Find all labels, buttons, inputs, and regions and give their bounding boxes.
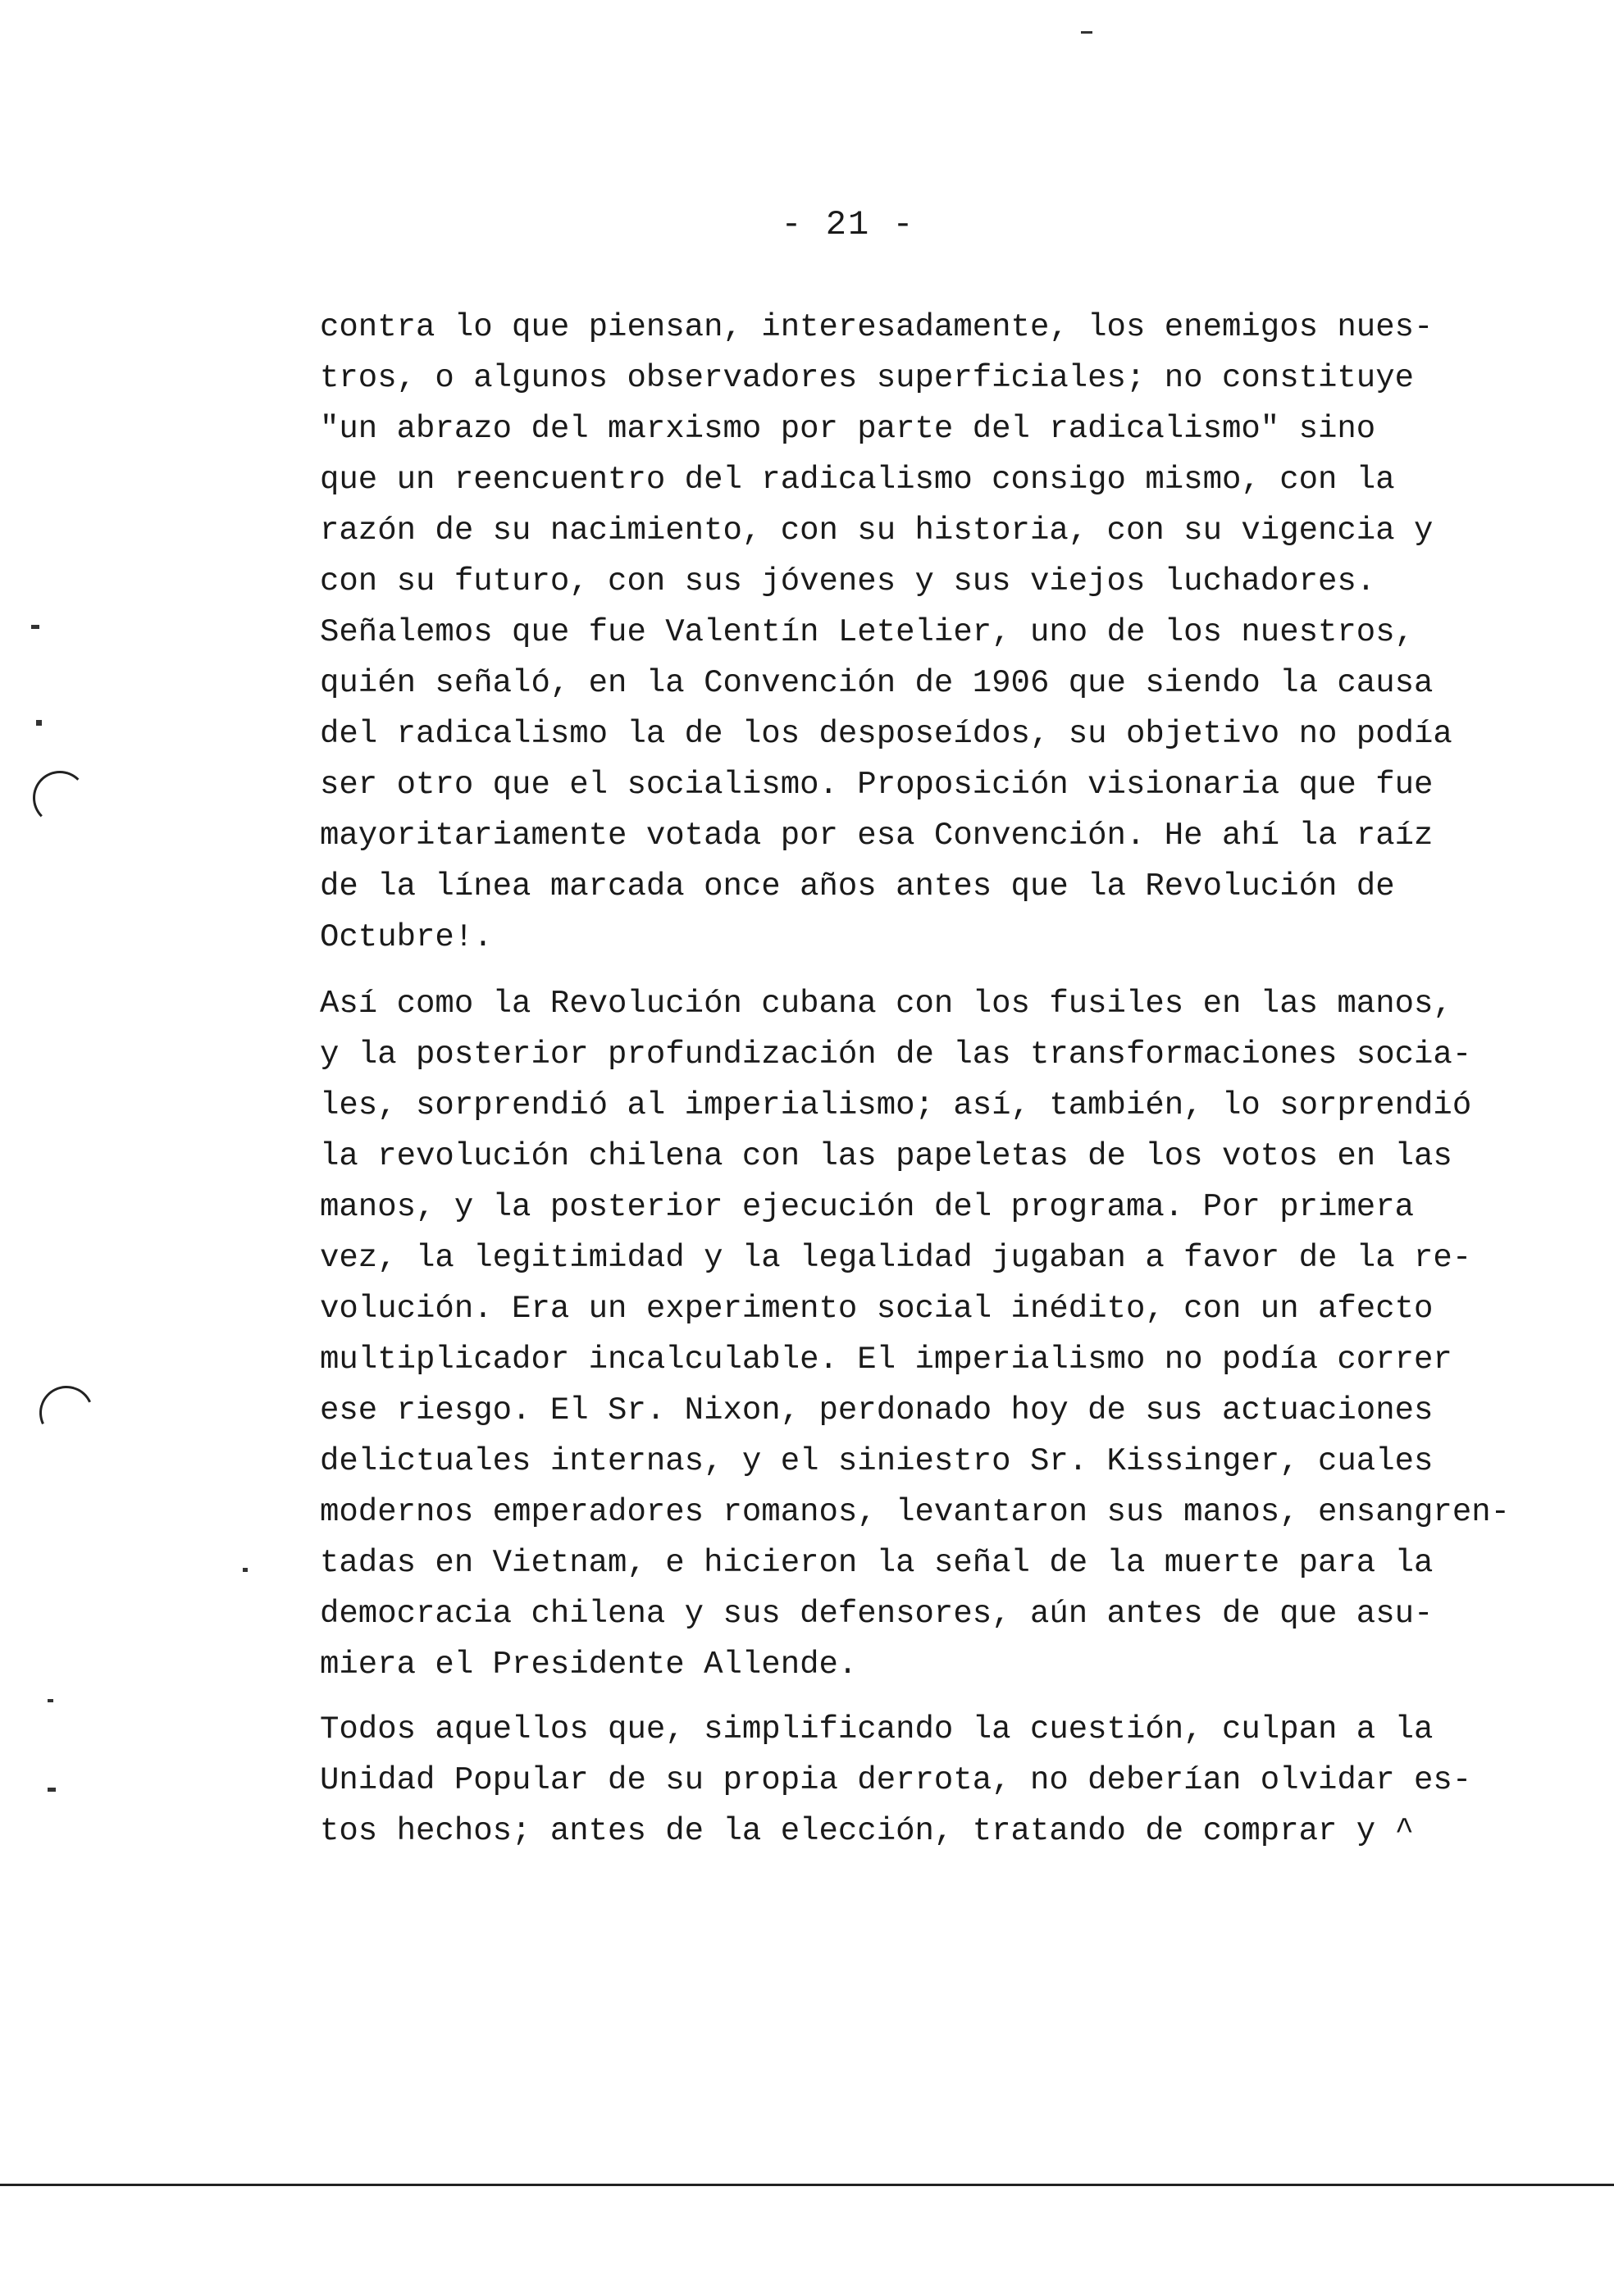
- text-line: manos, y la posterior ejecución del programa. Por primera: [320, 1189, 1415, 1225]
- scan-speck: [48, 1788, 56, 1792]
- text-line: tadas en Vietnam, e hicieron la señal de la muerte para la: [320, 1545, 1434, 1581]
- text-line: ser otro que el socialismo. Proposición visionaria que fue: [320, 767, 1434, 803]
- text-line: modernos emperadores romanos, levantaron sus manos, ensangren-: [320, 1494, 1511, 1530]
- text-line: tos hechos; antes de la elección, tratando de comprar y ^: [320, 1813, 1415, 1849]
- text-line: Octubre!.: [320, 919, 493, 955]
- text-line: y la posterior profundización de las transformaciones socia-: [320, 1036, 1472, 1073]
- text-line: Así como la Revolución cubana con los fusiles en las manos,: [320, 986, 1452, 1022]
- text-line: multiplicador incalculable. El imperialismo no podía correr: [320, 1342, 1452, 1378]
- text-line: Señalemos que fue Valentín Letelier, uno de los nuestros,: [320, 614, 1415, 650]
- scan-speck: [31, 625, 39, 629]
- scan-speck: [243, 1568, 248, 1572]
- text-line: Todos aquellos que, simplificando la cuestión, culpan a la: [320, 1711, 1434, 1747]
- text-line: que un reencuentro del radicalismo consigo mismo, con la: [320, 462, 1395, 498]
- text-line: les, sorprendió al imperialismo; así, también, lo sorprendió: [320, 1087, 1472, 1123]
- text-line: tros, o algunos observadores superficiales; no constituye: [320, 360, 1415, 396]
- scan-speck: [36, 720, 42, 726]
- paragraph-1: [320, 302, 1534, 963]
- text-line: volución. Era un experimento social inédito, con un afecto: [320, 1291, 1434, 1327]
- binder-hole-mark: [33, 771, 87, 825]
- text-line: mayoritariamente votada por esa Convención. He ahí la raíz: [320, 818, 1434, 854]
- text-line: delictuales internas, y el siniestro Sr. Kissinger, cuales: [320, 1443, 1434, 1479]
- text-line: miera el Presidente Allende.: [320, 1647, 858, 1683]
- text-line: Unidad Popular de su propia derrota, no deberían olvidar es-: [320, 1762, 1472, 1798]
- text-line: "un abrazo del marxismo por parte del radicalismo" sino: [320, 411, 1376, 447]
- text-line: quién señaló, en la Convención de 1906 que siendo la causa: [320, 665, 1434, 701]
- text-line: del radicalismo la de los desposeídos, su objetivo no podía: [320, 716, 1452, 752]
- text-line: contra lo que piensan, interesadamente, los enemigos nues-: [320, 309, 1434, 345]
- text-line: la revolución chilena con las papeletas de los votos en las: [320, 1138, 1452, 1174]
- text-line: de la línea marcada once años antes que la Revolución de: [320, 868, 1395, 904]
- paragraph-3: [320, 1704, 1534, 1856]
- text-line: democracia chilena y sus defensores, aún antes de que asu-: [320, 1596, 1434, 1632]
- text-line: razón de su nacimiento, con su historia, con su vigencia y: [320, 512, 1434, 549]
- scan-speck: [1081, 31, 1092, 34]
- text-line: ese riesgo. El Sr. Nixon, perdonado hoy de sus actuaciones: [320, 1392, 1434, 1428]
- scan-speck: [48, 1699, 53, 1702]
- bottom-rule: [0, 2184, 1614, 2186]
- text-line: vez, la legitimidad y la legalidad jugaban a favor de la re-: [320, 1240, 1472, 1276]
- paragraph-2: [320, 978, 1534, 1690]
- text-line: con su futuro, con sus jóvenes y sus viejos luchadores.: [320, 563, 1376, 599]
- binder-hole-mark: [32, 1378, 102, 1448]
- page-number: - 21 -: [781, 205, 915, 244]
